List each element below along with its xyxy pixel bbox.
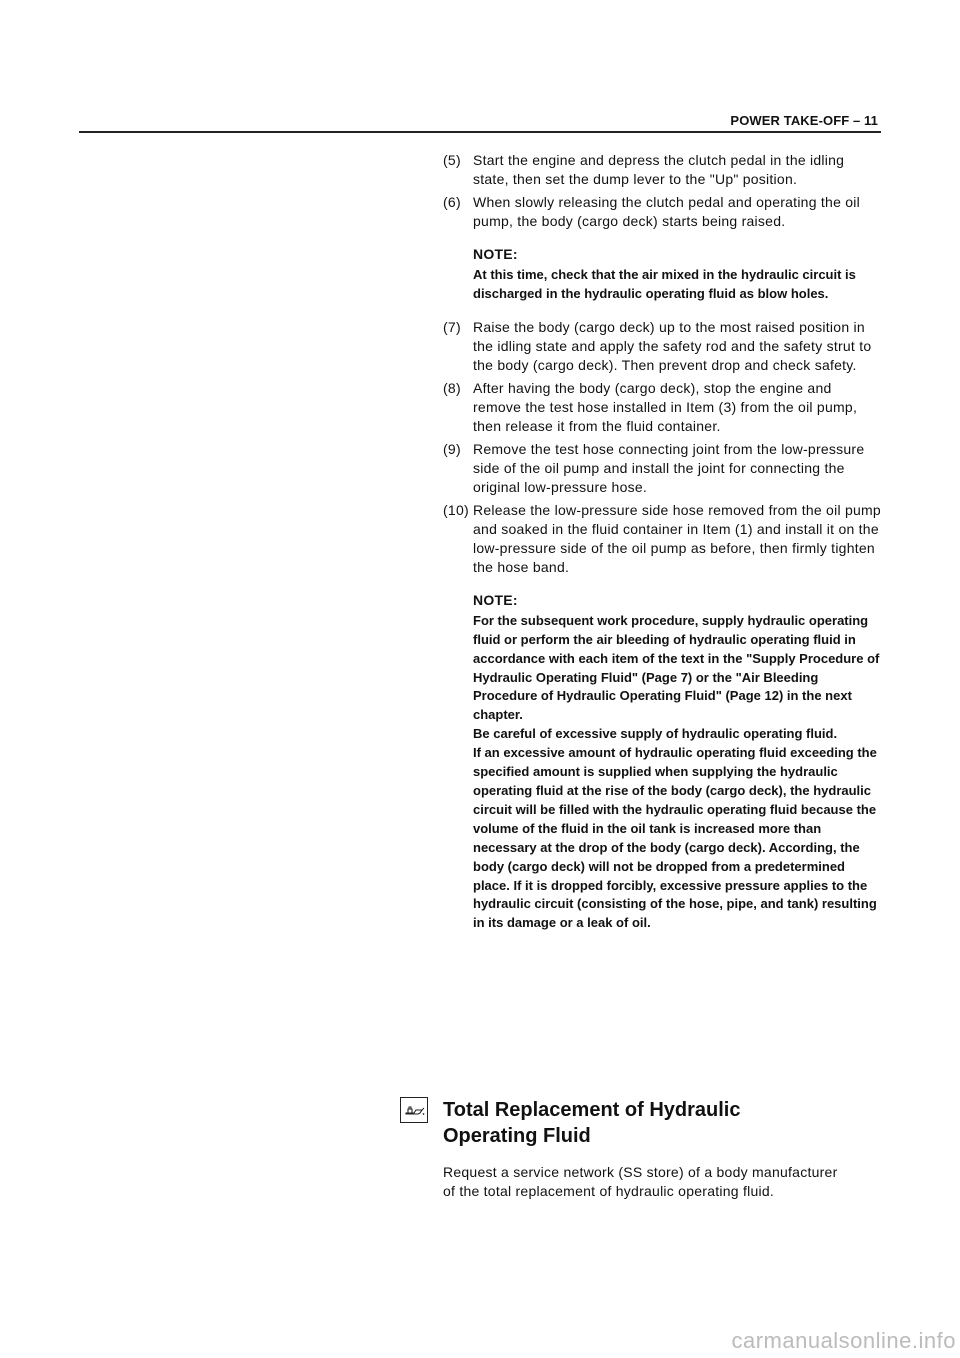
- section-title: Total Replacement of Hydraulic Operating Fluid: [443, 1099, 741, 1147]
- step-number: (9): [443, 440, 461, 457]
- step-text: Raise the body (cargo deck) up to the most raised position in the idling state and apply the safety rod and the safety strut to the body (cargo deck). Then prevent drop and check safety.: [473, 318, 872, 373]
- step-item: [443, 151, 883, 189]
- oil-can-icon: [400, 1097, 428, 1123]
- step-number: (10): [443, 501, 469, 518]
- step-number: (5): [443, 152, 461, 168]
- step-text: Remove the test hose connecting joint from the low-pressure side of the oil pump and install the joint for connecting the original low-pressure hose.: [473, 440, 865, 495]
- note-text: [473, 612, 883, 933]
- step-item: [443, 501, 883, 577]
- step-number: (6): [443, 194, 461, 210]
- note-block: [473, 245, 883, 304]
- step-item: [443, 440, 883, 497]
- note-paragraph: Be careful of excessive supply of hydraulic operating fluid.: [473, 726, 838, 742]
- procedure-content: [443, 151, 883, 947]
- step-text: Release the low-pressure side hose removed from the oil pump and soaked in the fluid container in Item (1) and install it on the low-pressure side of the oil pump as before, then firmly tighten the hose band.: [473, 501, 881, 575]
- step-number: (8): [443, 379, 461, 396]
- note-paragraph: For the subsequent work procedure, supply hydraulic operating fluid or perform the air bleeding of hydraulic operating fluid in accordance with each item of the text in the "Supply Procedure of Hydraulic Operating Fluid" (Page 7) or the "Air Bleeding Procedure of Hydraulic Operating Fluid" (Page 12) in the next chapter.: [473, 612, 880, 723]
- step-item: [443, 379, 883, 436]
- step-item: [443, 318, 883, 375]
- note-label: NOTE:: [473, 591, 518, 608]
- page-header-title: POWER TAKE-OFF – 11: [730, 113, 878, 128]
- watermark: carmanualsonline.info: [731, 1328, 956, 1353]
- note-paragraph: If an excessive amount of hydraulic operating fluid exceeding the specified amount is supplied when supplying the hydraulic operating fluid at the rise of the body (cargo deck), the hydraulic circuit will be filled with the hydraulic operating fluid because the volume of the fluid in the oil tank is increased more than necessary at the drop of the body (cargo deck). According, the body (cargo deck) will not be dropped from a predetermined place. If it is dropped forcibly, excessive pressure applies to the hydraulic circuit (consisting of the hose, pipe, and tank) resulting in its damage or a leak of oil.: [473, 745, 877, 931]
- header-rule: [79, 131, 881, 133]
- step-text: Start the engine and depress the clutch pedal in the idling state, then set the dump lever to the "Up" position.: [473, 152, 845, 187]
- section-total-replacement: [400, 1097, 880, 1201]
- note-text: At this time, check that the air mixed in the hydraulic circuit is discharged in the hydraulic operating fluid as blow holes.: [473, 267, 856, 301]
- note-label: NOTE:: [473, 246, 518, 262]
- note-block: [473, 591, 883, 933]
- step-text: When slowly releasing the clutch pedal and operating the oil pump, the body (cargo deck) starts being raised.: [473, 194, 861, 229]
- section-body: Request a service network (SS store) of a body manufacturer of the total replacement of hydraulic operating fluid.: [443, 1164, 838, 1199]
- step-text: After having the body (cargo deck), stop the engine and remove the test hose installed in Item (3) from the oil pump, then release it from the fluid container.: [473, 379, 858, 434]
- step-number: (7): [443, 318, 461, 335]
- step-item: [443, 193, 883, 231]
